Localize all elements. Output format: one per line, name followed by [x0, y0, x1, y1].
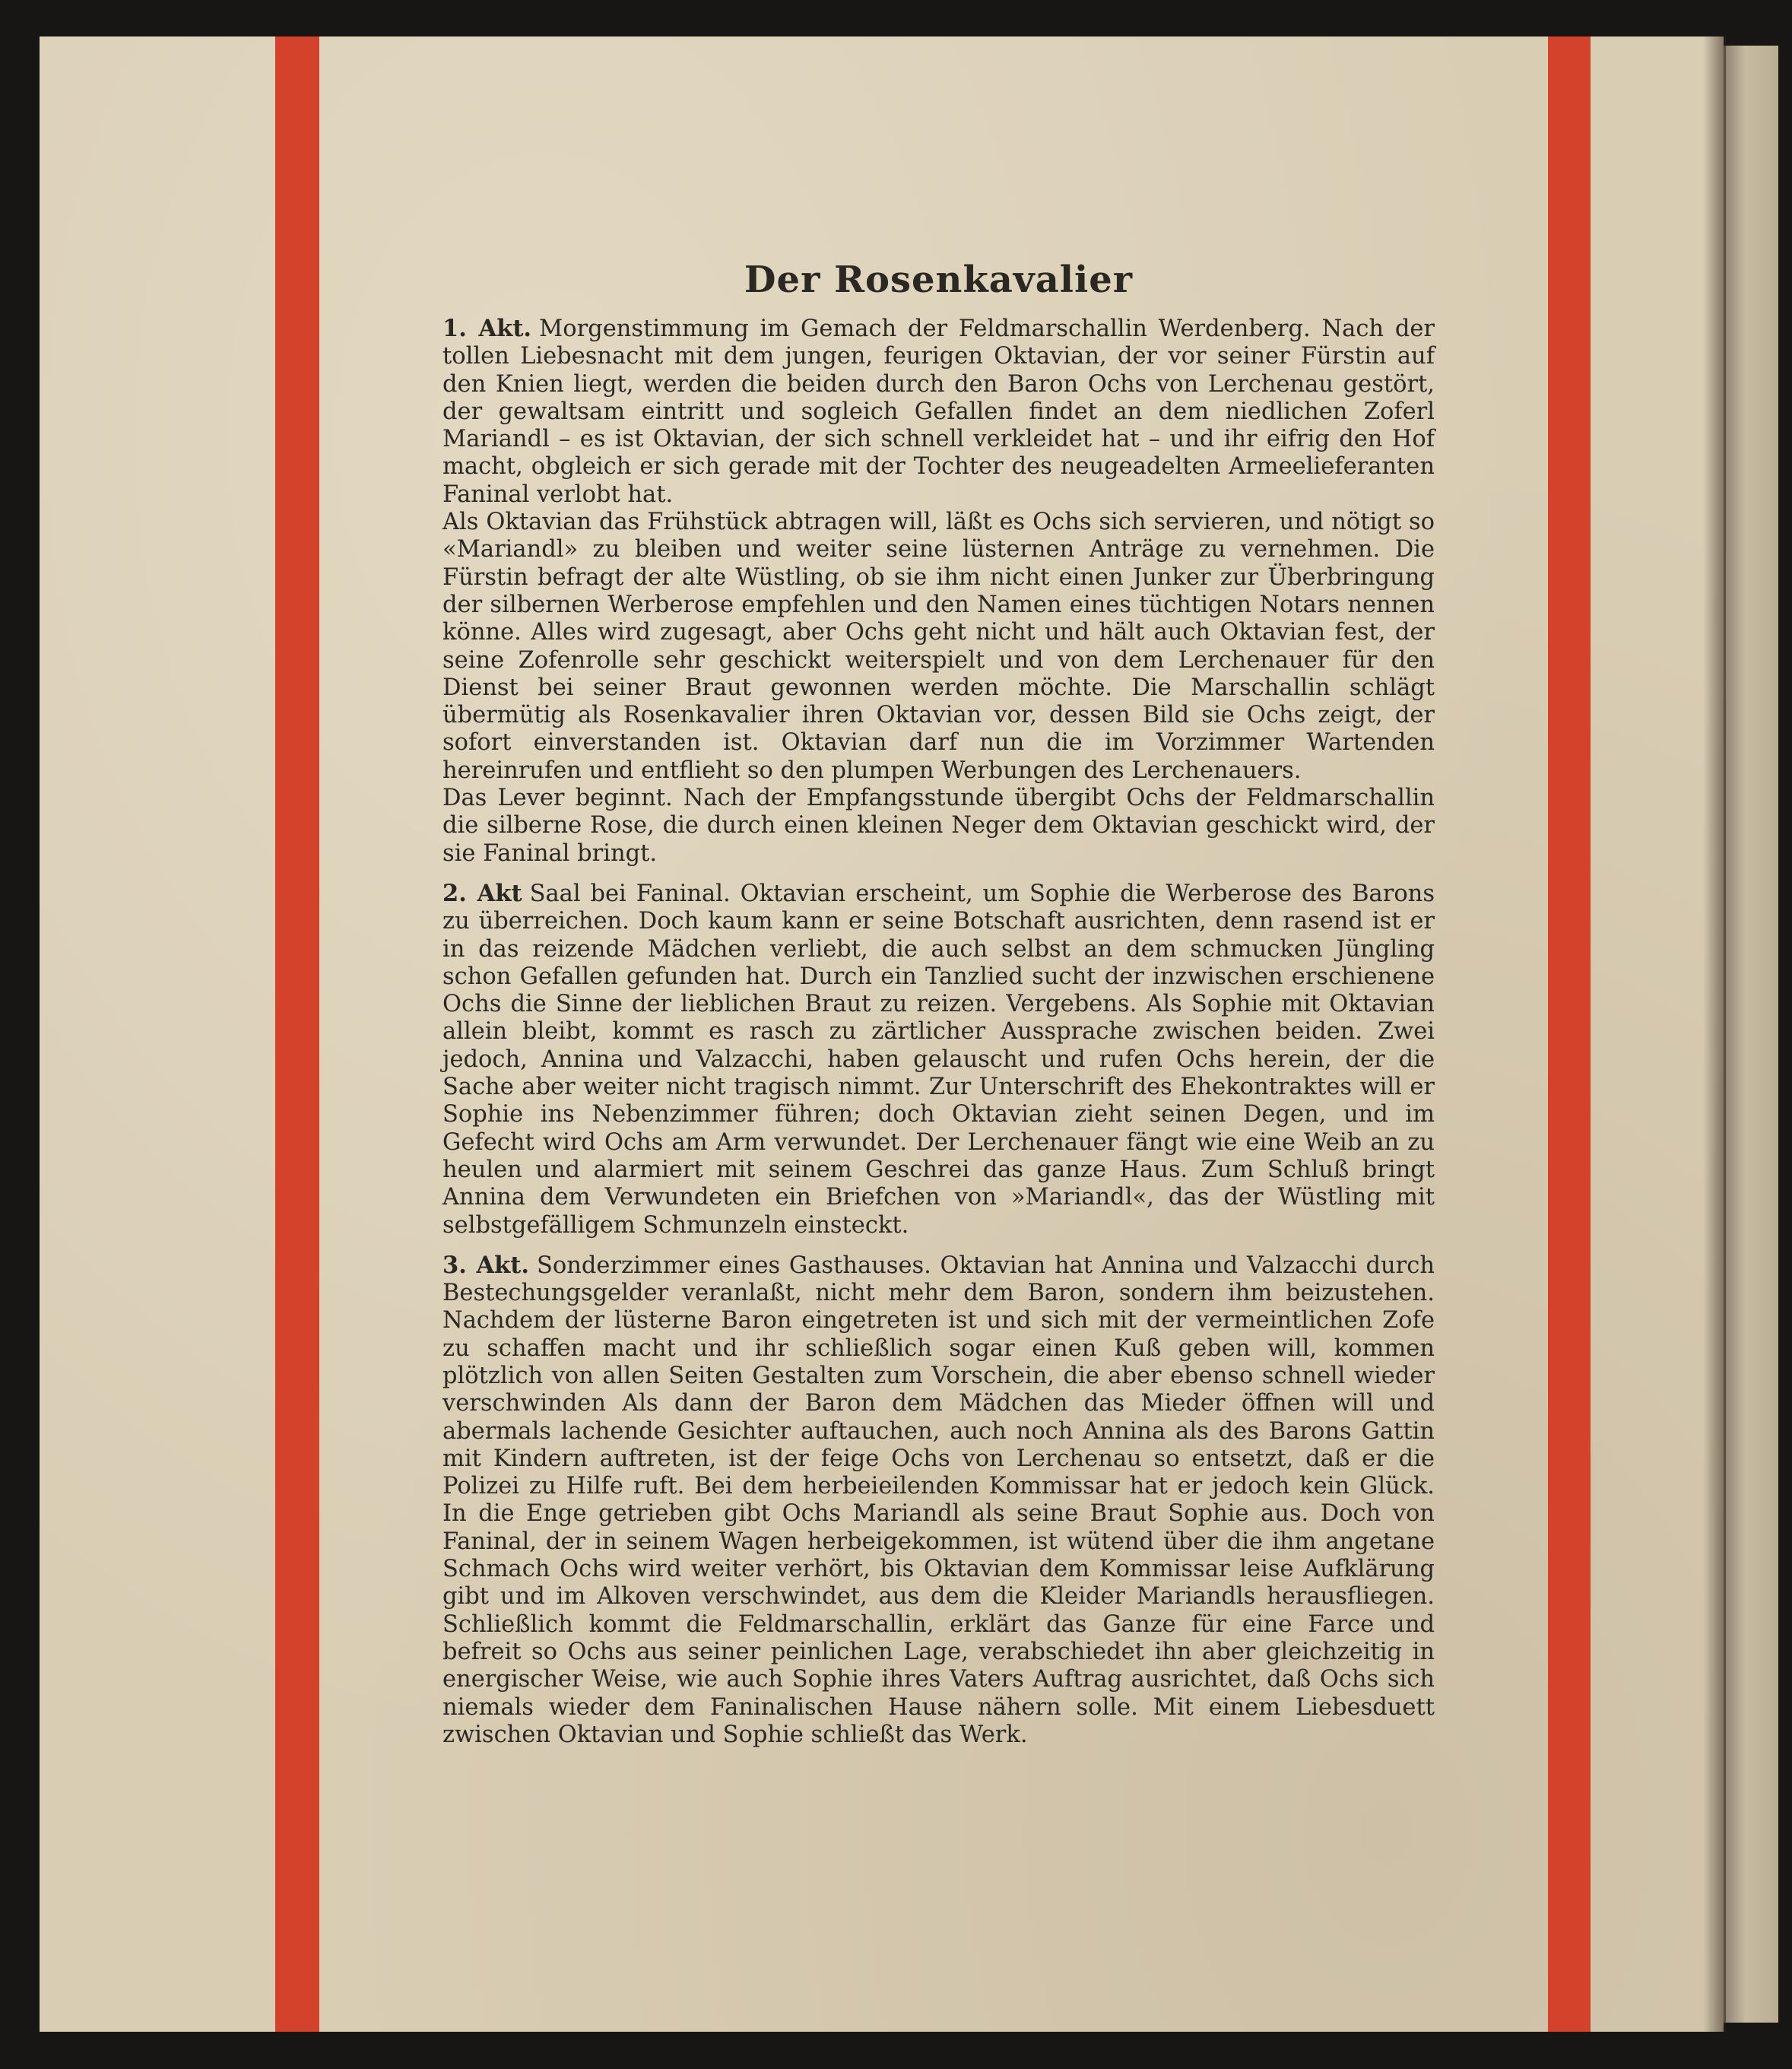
next-page-edge: [1724, 46, 1778, 2023]
red-stripe-right: [1548, 36, 1591, 2032]
act-2: [442, 880, 1435, 1239]
act-label: 1. Akt.: [442, 315, 532, 342]
act-3: [442, 1252, 1435, 1749]
red-stripe-left: [275, 36, 319, 2032]
act-paragraph: Als Oktavian das Frühstück abtragen will, läßt es Ochs sich servieren, und nötigt so «Mariandl» zu bleiben und weiter seine lüsternen Anträge zu vernehmen. Die Fürstin befragt der alte Wüstling, ob sie ihm nicht einen Junker zur Überbringung der silbernen Werberose empfehlen und den Namen eines tüchtigen Notars nennen könne. Alles wird zugesagt, aber Ochs geht nicht und hält auch Oktavian fest, der seine Zofenrolle sehr geschickt weiterspielt und von dem Lerchenauer für den Dienst bei seiner Braut gewonnen werden möchte. Die Marschallin schlägt übermütig als Rosenkavalier ihren Oktavian vor, dessen Bild sie Ochs zeigt, der sofort einverstanden ist. Oktavian darf nun die im Vorzimmer Wartenden hereinrufen und entflieht so den plumpen Werbungen des Lerchenauers.: [442, 509, 1435, 784]
gutter-shadow: [1703, 36, 1726, 2032]
text-column: [442, 259, 1435, 1761]
act-paragraph: Saal bei Faninal. Oktavian erscheint, um Sophie die Werberose des Barons zu überreichen. Doch kaum kann er seine Botschaft ausrichten, denn rasend ist er in das reizende Mädchen verliebt, die auch selbst an dem schmucken Jüngling schon Gefallen gefunden hat. Durch ein Tanzlied sucht der inzwischen erschienene Ochs die Sinne der lieblichen Braut zu reizen. Vergebens. Als Sophie mit Oktavian allein bleibt, kommt es rasch zu zärtlicher Aussprache zwischen beiden. Zwei jedoch, Annina und Valzacchi, haben gelauscht und rufen Ochs herein, der die Sache aber weiter nicht tragisch nimmt. Zur Unterschrift des Ehekontraktes will er Sophie ins Nebenzimmer führen; doch Oktavian zieht seinen Degen, und im Gefecht wird Ochs am Arm verwundet. Der Lerchenauer fängt wie eine Weib an zu heulen und alarmiert mit seinem Geschrei das ganze Haus. Zum Schluß bringt Annina dem Verwundeten ein Briefchen von »Mariandl«, das der Wüstling mit selbstgefälligem Schmunzeln einsteckt.: [442, 880, 1435, 1239]
act-label: 2. Akt: [442, 879, 522, 907]
act-paragraph: Morgenstimmung im Gemach der Feldmarschallin Werdenberg. Nach der tollen Liebesnacht mit dem jungen, feurigen Oktavian, der vor seiner Fürstin auf den Knien liegt, werden die beiden durch den Baron Ochs von Lerchenau gestört, der gewaltsam eintritt und sogleich Gefallen findet an dem niedlichen Zoferl Mariandl – es ist Oktavian, der sich schnell verkleidet hat – und ihr eifrig den Hof macht, obgleich er sich gerade mit der Tochter des neugeadelten Armeelieferanten Faninal verlobt hat.: [442, 316, 1435, 508]
page-title: Der Rosenkavalier: [744, 259, 1134, 301]
act-label: 3. Akt.: [442, 1251, 529, 1279]
act-1: [442, 315, 1435, 868]
act-paragraph: Das Lever beginnt. Nach der Empfangsstunde übergibt Ochs der Feldmarschallin die silberne Rose, die durch einen kleinen Neger dem Oktavian geschickt wird, der sie Faninal bringt.: [442, 785, 1435, 867]
act-paragraph: Sonderzimmer eines Gasthauses. Oktavian hat Annina und Valzacchi durch Bestechungsgelder veranlaßt, nicht mehr dem Baron, sondern ihm beizustehen. Nachdem der lüsterne Baron eingetreten ist und sich mit der vermeintlichen Zofe zu schaffen macht und ihr schließlich sogar einen Kuß geben will, kommen plötzlich von allen Seiten Gestalten zum Vorschein, die aber ebenso schnell wieder verschwinden Als dann der Baron dem Mädchen das Mieder öffnen will und abermals lachende Gesichter auftauchen, auch noch Annina als des Barons Gattin mit Kindern auftreten, ist der feige Ochs von Lerchenau so entsetzt, daß er die Polizei zu Hilfe ruft. Bei dem herbeieilenden Kommissar hat er jedoch kein Glück. In die Enge getrieben gibt Ochs Mariandl als seine Braut Sophie aus. Doch von Faninal, der in seinem Wagen herbeigekommen, ist wütend über die ihm angetane Schmach Ochs wird weiter verhört, bis Oktavian dem Kommissar leise Aufklärung gibt und im Alkoven verschwindet, aus dem die Kleider Mariandls herausfliegen. Schließlich kommt die Feldmarschallin, erklärt das Ganze für eine Farce und befreit so Ochs aus seiner peinlichen Lage, verabschiedet ihn aber gleichzeitig in energischer Weise, wie auch Sophie ihres Vaters Auftrag ausrichtet, daß Ochs sich niemals wieder dem Faninalischen Hause nähern solle. Mit einem Liebesduett zwischen Oktavian und Sophie schließt das Werk.: [442, 1252, 1435, 1748]
